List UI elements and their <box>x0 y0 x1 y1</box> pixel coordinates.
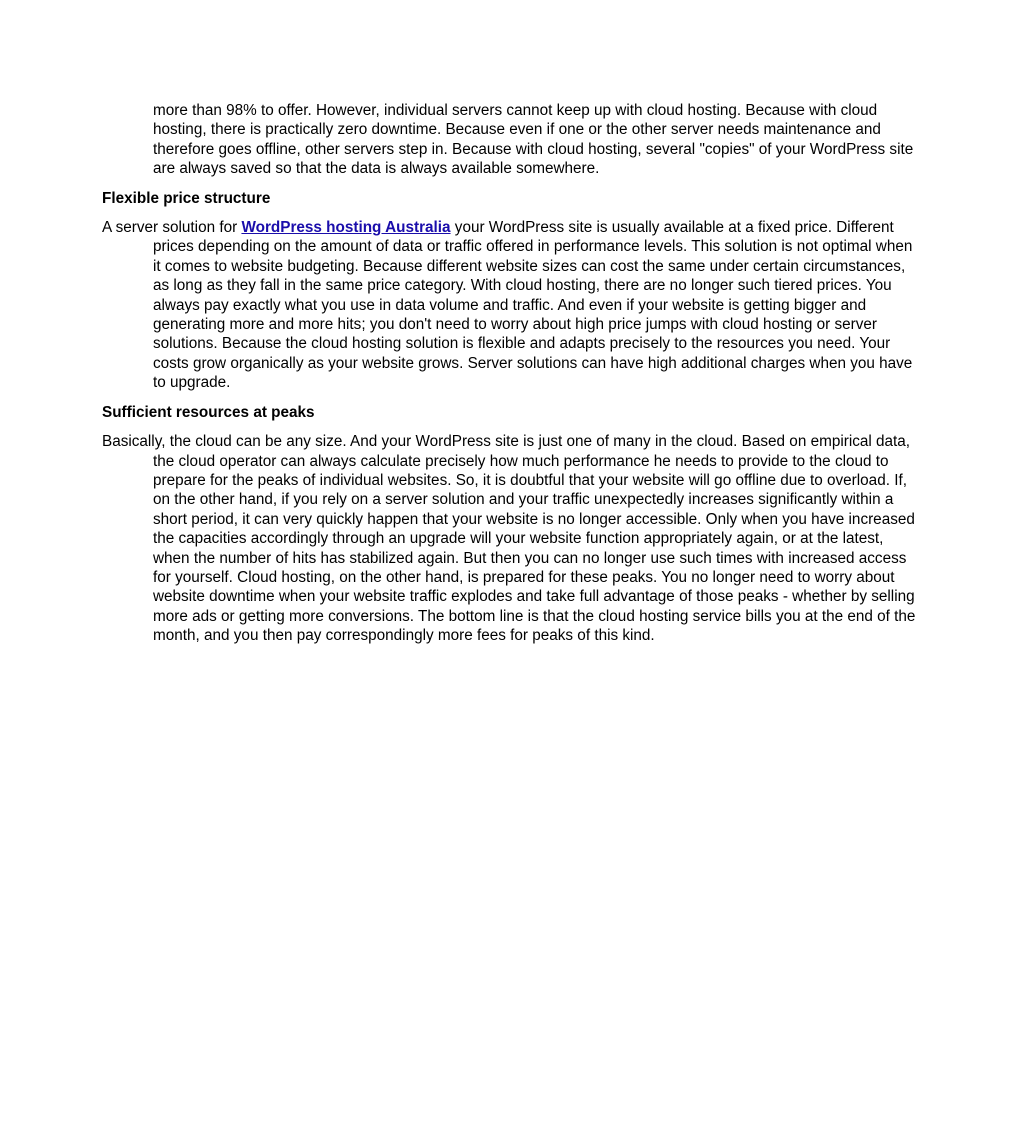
flexible-price-text-start: A server solution for <box>102 219 242 237</box>
flexible-price-text-end: your WordPress site is usually available at a fixed price. Different prices depending on the amount of data or traffic offered in performance levels. This solution is not optimal when it comes to website budgeting. Because different website sizes can cost the same under certain circumstances, as long as they fall in the same price category. With cloud hosting, there are no longer such tiered prices. You always pay exactly what you use in data volume and traffic. And even if your website is getting bigger and generating more and more hits; you don't need to worry about high price jumps with cloud hosting or server solutions. Because the cloud hosting solution is flexible and adapts precisely to the resources you need. Your costs grow organically as your website grows. Server solutions can have high additional charges when you have to upgrade. <box>153 219 913 392</box>
flexible-price-paragraph <box>102 218 924 393</box>
wordpress-hosting-australia-link[interactable]: WordPress hosting Australia <box>241 219 451 237</box>
flexible-price-heading: Flexible price structure <box>102 189 271 207</box>
intro-paragraph: more than 98% to offer. However, individual servers cannot keep up with cloud hosting. Because with cloud hosting, there is practically zero downtime. Because even if one or the other server needs maintenance and therefore goes offline, other servers step in. Because with cloud hosting, several "copies" of your WordPress site are always saved so that the data is always available somewhere. <box>153 102 914 178</box>
sufficient-resources-paragraph: Basically, the cloud can be any size. And your WordPress site is just one of many in the cloud. Based on empirical data, the cloud operator can always calculate precisely how much performance he needs to provide to the cloud to prepare for the peaks of individual websites. So, it is doubtful that your website will go offline due to overload. If, on the other hand, if you rely on a server solution and your traffic unexpectedly increases significantly within a short period, it can very quickly happen that your website is no longer accessible. Only when you have increased the capacities accordingly through an upgrade will your website function appropriately again, or at the latest, when the number of hits has stabilized again. But then you can no longer use such times with increased access for yourself. Cloud hosting, on the other hand, is prepared for these peaks. You no longer need to worry about website downtime when your website traffic explodes and take full advantage of those peaks - whether by selling more ads or getting more conversions. The bottom line is that the cloud hosting service bills you at the end of the month, and you then pay correspondingly more fees for peaks of this kind. <box>102 433 916 645</box>
sufficient-resources-heading: Sufficient resources at peaks <box>102 403 315 421</box>
document-page <box>102 101 924 656</box>
